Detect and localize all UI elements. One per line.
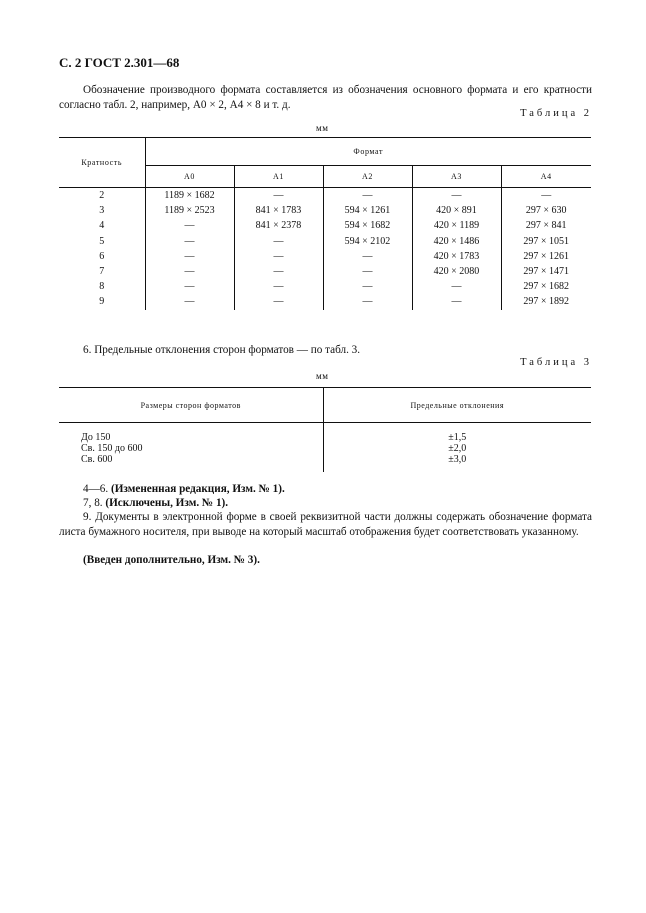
table2-header-format: А0 (145, 166, 234, 188)
table2-header-format: А3 (412, 166, 501, 188)
table2-cell: — (323, 294, 412, 309)
table2-multiplicity: 4 (99, 220, 105, 232)
note-excluded-text: (Исключены, Изм. № 1). (105, 497, 229, 509)
table2-cell: — (501, 188, 591, 204)
note-amended-text: (Измененная редакция, Изм. № 1). (110, 483, 285, 495)
note-excluded-prefix: 7, 8. (83, 497, 103, 509)
table2-cell: — (145, 264, 234, 279)
table2-cell: — (323, 188, 412, 204)
table3-header-deviations: Предельные отклонения (323, 388, 591, 423)
table2-cell: 1189 × 2523 (145, 203, 234, 218)
table-row (59, 423, 591, 473)
item-9-paragraph: 9. Документы в электронной форме в своей реквизитной части должны содержать обозначение формата листа бумажного носителя, при выводе на который масштаб отображения будет соответствовать указанному. (59, 511, 592, 538)
table2-header-format: А4 (501, 166, 591, 188)
table3-header-sizes: Размеры сторон форматов (59, 388, 323, 423)
table2-header-multiplicity: Кратность (59, 138, 145, 188)
table2-cell: 297 × 1892 (501, 294, 591, 309)
table2-cell: 297 × 630 (501, 203, 591, 218)
table2-cell: 1189 × 1682 (145, 188, 234, 204)
table2-cell: — (234, 234, 323, 249)
table3-caption: Таблица 3 (520, 357, 592, 368)
table2-unit: мм (316, 123, 329, 133)
table3-deviation: ±1,5 (448, 432, 467, 443)
table3-deviation: ±3,0 (448, 454, 467, 465)
table2-cell: 594 × 1682 (323, 218, 412, 233)
table2-cell: — (145, 279, 234, 294)
table2-cell: — (234, 249, 323, 264)
table3-sizes-cell (59, 423, 323, 473)
table2-cell: — (145, 294, 234, 309)
note-amended-prefix: 4—6. (83, 483, 109, 495)
table2-cell: 594 × 1261 (323, 203, 412, 218)
table2-cell: 420 × 891 (412, 203, 501, 218)
page-header: С. 2 ГОСТ 2.301—68 (59, 55, 180, 70)
table2-cell: 841 × 1783 (234, 203, 323, 218)
table2-cell: — (234, 294, 323, 309)
table2-cell: 297 × 1051 (501, 234, 591, 249)
table2-cell: — (234, 279, 323, 294)
table2-caption: Таблица 2 (520, 108, 592, 119)
note-amended (83, 482, 285, 496)
table2-multiplicity: 5 (99, 235, 105, 247)
table2-header-format: А1 (234, 166, 323, 188)
table3-size: До 150 (81, 432, 111, 443)
table2-multiplicity: 8 (99, 281, 105, 293)
table2-cell: 420 × 2080 (412, 264, 501, 279)
table2-multiplicity: 6 (99, 250, 105, 262)
item-6-paragraph: 6. Предельные отклонения сторон форматов — по табл. 3. (83, 344, 361, 356)
table2-cell: — (234, 264, 323, 279)
table2-cell: 297 × 1471 (501, 264, 591, 279)
table2-cell: 297 × 841 (501, 218, 591, 233)
table-row (59, 294, 591, 309)
table2-cell: — (145, 234, 234, 249)
table2-cell: — (323, 264, 412, 279)
table2-cell: — (323, 279, 412, 294)
table2-cell: 420 × 1189 (412, 218, 501, 233)
table2-multiplicity: 3 (99, 205, 105, 217)
table-row (59, 264, 591, 279)
table2-cell: — (145, 218, 234, 233)
table-row (59, 234, 591, 249)
table2-cell: — (234, 188, 323, 204)
table3-unit: мм (316, 371, 329, 381)
table-row (59, 203, 591, 218)
table2-cell: — (412, 294, 501, 309)
table3-size: Св. 600 (81, 454, 113, 465)
table3-deviations-cell (323, 423, 591, 473)
table2-header-format: А2 (323, 166, 412, 188)
table2-cell: 297 × 1682 (501, 279, 591, 294)
table2-cell: 420 × 1486 (412, 234, 501, 249)
note-excluded (83, 496, 228, 510)
note-introduced: (Введен дополнительно, Изм. № 3). (83, 554, 260, 566)
table-row (59, 188, 591, 204)
table2-multiplicity: 2 (99, 190, 105, 202)
table3 (59, 387, 591, 472)
table2-cell: 420 × 1783 (412, 249, 501, 264)
table2-multiplicity: 7 (99, 266, 105, 278)
table2 (59, 137, 591, 310)
table-row (59, 249, 591, 264)
table2-cell: 594 × 2102 (323, 234, 412, 249)
table2-cell: — (323, 249, 412, 264)
table2-header-format-group: Формат (145, 138, 591, 166)
table3-deviation: ±2,0 (448, 443, 467, 454)
table-row (59, 279, 591, 294)
table2-cell: — (412, 279, 501, 294)
table-row (59, 218, 591, 233)
intro-paragraph: Обозначение производного формата составляется из обозначения основного формата и его кратности согласно табл. 2, например, А0 × 2, А4 × 8 и т. д. (59, 84, 592, 111)
table2-cell: — (145, 249, 234, 264)
table2-cell: 297 × 1261 (501, 249, 591, 264)
table3-size: Св. 150 до 600 (81, 443, 143, 454)
table2-multiplicity: 9 (99, 296, 105, 308)
table2-cell: 841 × 2378 (234, 218, 323, 233)
table2-cell: — (412, 188, 501, 204)
